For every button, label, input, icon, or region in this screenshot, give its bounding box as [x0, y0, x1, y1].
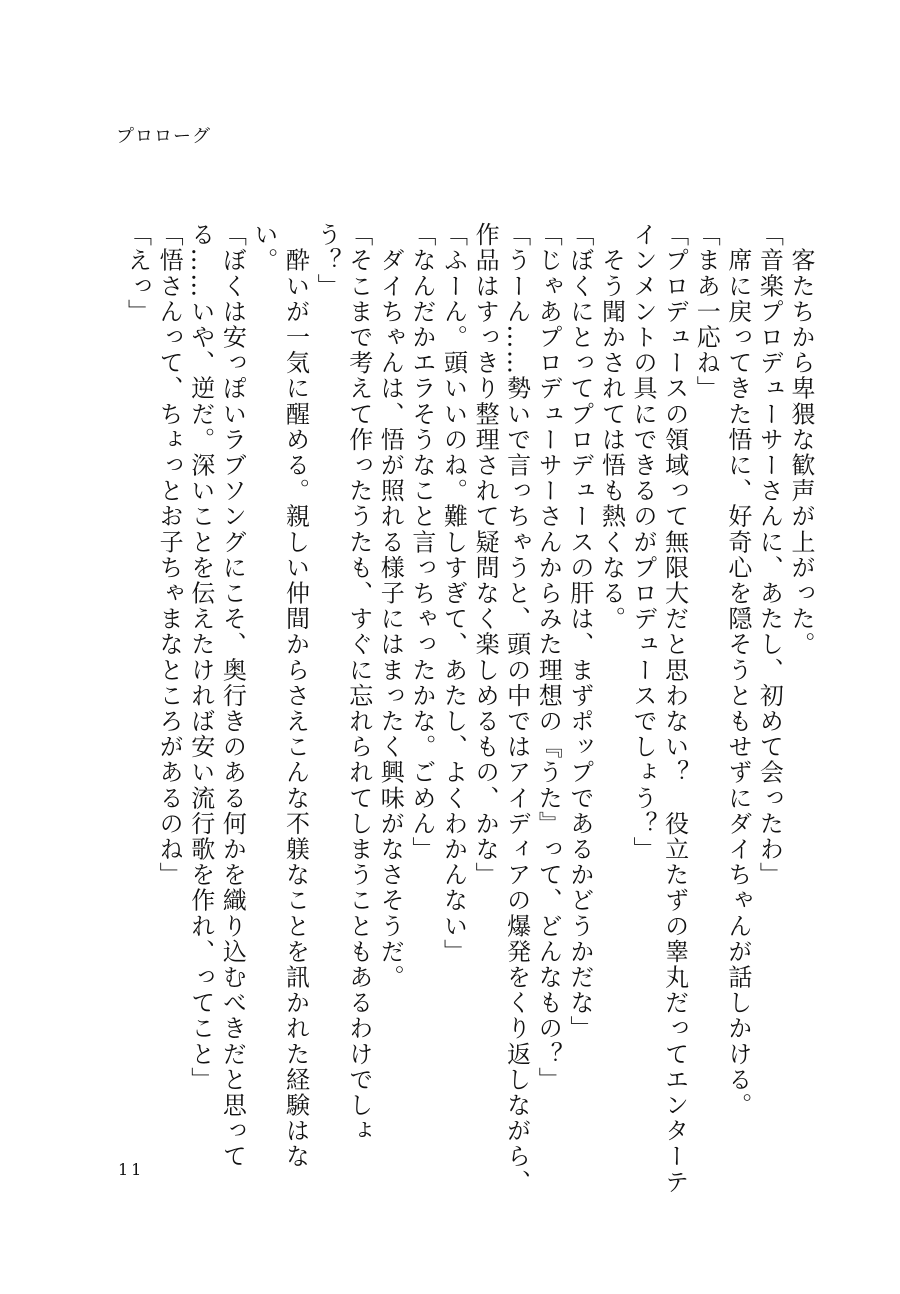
paragraph: ダイちゃんは、悟が照れる様子にはまったく興味がなさそうだ。 — [376, 222, 405, 990]
paragraph: 「音楽プロデューサーさんに、あたし、初めて会ったわ」 — [755, 222, 784, 888]
paragraph: 「なんだかエラそうなこと言っちゃったかな。ごめん」 — [407, 222, 436, 862]
body-text — [96, 222, 816, 1202]
paragraph: 「まあ一応ね」 — [692, 222, 721, 402]
paragraph: 「うーん……勢いで言っちゃうと、頭の中ではアイディアの爆発をくり返しながら、作品はすっきり整理されて疑問なく楽しめるもの、かな」 — [471, 222, 531, 1195]
paragraph: 「ぼくにとってプロデュースの肝は、まずポップであるかどうかだな」 — [565, 222, 594, 1042]
paragraph: 客たちから卑猥な歓声が上がった。 — [787, 222, 815, 658]
paragraph: 「悟さんって、ちょっとお子ちゃまなところがあるのね」 — [155, 222, 184, 888]
running-header: プロローグ — [116, 126, 211, 147]
page-number: 11 — [118, 1160, 145, 1179]
paragraph: 「ふーん。頭いいのね。難しすぎて、あたし、よくわかんない」 — [439, 222, 468, 965]
paragraph: 「ぼくは安っぽいラブソングにこそ、奥行きのある何かを織り込むべきだと思ってる……いや、逆だ。深いことを伝えたければ安い流行歌を作れ、ってこと」 — [186, 222, 247, 1170]
paragraph: 「じゃあプロデューサーさんからみた理想の『うた』って、どんなもの？」 — [534, 222, 563, 1093]
paragraph: 「そこまで考えて作ったうたも、すぐに忘れられてしまうこともあるわけでしょう？」 — [313, 222, 373, 1144]
paragraph: そう聞かされては悟も熱くなる。 — [597, 222, 626, 632]
paragraph: 「えっ」 — [123, 222, 152, 325]
paragraph: 「プロデュースの領域って無限大だと思わない？ 役立たずの睾丸だってエンターテインメントの具にできるのがプロデュースでしょう？」 — [629, 222, 689, 1195]
paragraph: 席に戻ってきた悟に、好奇心を隠そうともせずにダイちゃんが話しかける。 — [723, 222, 752, 1118]
paragraph: 酔いが一気に醒める。親しい仲間からさえこんな不躾なことを訊かれた経験はない。 — [249, 222, 310, 1170]
